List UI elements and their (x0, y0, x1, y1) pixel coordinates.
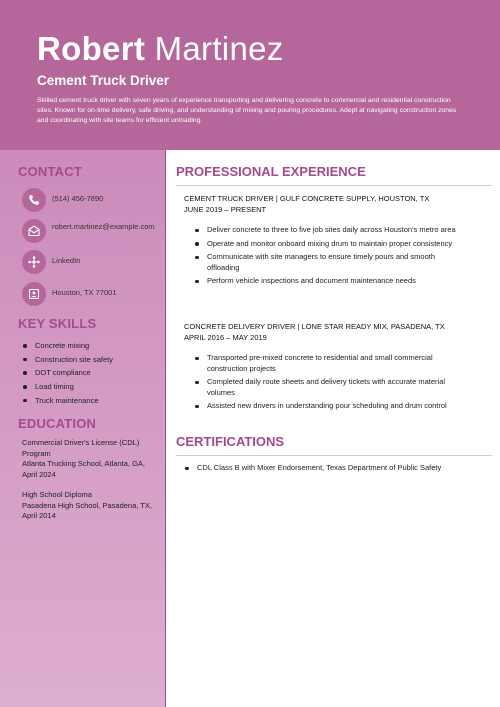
list-item: Concrete mixing (22, 339, 113, 353)
phone-icon (22, 188, 46, 212)
job-dates: JUNE 2019 – PRESENT (184, 204, 267, 214)
linkedin-icon (22, 250, 46, 274)
list-item: Completed daily route sheets and delivery tickets with accurate material volumes (194, 377, 469, 398)
email-icon (22, 219, 46, 243)
job-header (184, 194, 429, 215)
skills-heading: KEY SKILLS (18, 316, 97, 331)
list-item: DOT compliance (22, 366, 113, 380)
header-banner (0, 0, 500, 150)
list-item: CDL Class B with Mixer Endorsement, Texas Department of Public Safety (184, 463, 484, 474)
job-title-company: CEMENT TRUCK DRIVER | GULF CONCRETE SUPPLY, HOUSTON, TX (184, 194, 430, 203)
contact-heading: CONTACT (18, 164, 82, 179)
job-title-company: CONCRETE DELIVERY DRIVER | LONE STAR READY MIX, PASADENA, TX (184, 322, 445, 331)
job-bullets (194, 225, 469, 290)
list-item: Communicate with site managers to ensure timely pours and smooth offloading (194, 252, 469, 273)
education-heading: EDUCATION (18, 416, 97, 431)
job-bullets (194, 353, 469, 415)
experience-heading: PROFESSIONAL EXPERIENCE (176, 164, 366, 179)
education-school: Atlanta Trucking School, Atlanta, GA, April 2024 (22, 459, 145, 479)
section-divider (176, 185, 492, 186)
section-divider (176, 455, 492, 456)
list-item: Truck maintenance (22, 394, 113, 408)
education-school: Pasadena High School, Pasadena, TX, April 2014 (22, 500, 152, 520)
linkedin-link[interactable]: LinkedIn (52, 256, 81, 265)
education-entry (22, 438, 152, 480)
list-item: Perform vehicle inspections and document maintenance needs (194, 276, 469, 287)
location-text: Houston, TX 77001 (52, 288, 117, 297)
list-item: Deliver concrete to three to five job sites daily across Houston's metro area (194, 225, 469, 236)
education-program: Commercial Driver's License (CDL) Program (22, 438, 140, 458)
list-item: Operate and monitor onboard mixing drum to maintain proper consistency (194, 239, 469, 250)
job-dates: APRIL 2016 – MAY 2019 (184, 332, 267, 342)
job-header (184, 322, 445, 343)
education-entry (22, 490, 152, 522)
candidate-name (37, 30, 284, 68)
list-item: Load timing (22, 380, 113, 394)
list-item: Transported pre-mixed concrete to residential and small commercial construction projects (194, 353, 469, 374)
first-name: Robert (37, 30, 146, 67)
certifications-heading: CERTIFICATIONS (176, 434, 285, 449)
job-title: Cement Truck Driver (37, 73, 170, 88)
last-name: Martinez (154, 30, 284, 67)
profile-summary: Skilled cement truck driver with seven years of experience transporting and delivering concrete to commercial and residential construction sites. Known for on-time delivery, safe driving, and understanding of mixing and pouring procedures. Adept at navigating construction zones and coordinating with site teams for efficient unloading. (37, 97, 457, 124)
list-item: Construction site safety (22, 353, 113, 367)
list-item: Assisted new drivers in understanding pour scheduling and drum control (194, 401, 469, 412)
certifications-list (184, 463, 484, 477)
skills-list (22, 339, 113, 408)
education-program: High School Diploma (22, 490, 93, 499)
phone-text: (514) 456-7890 (52, 194, 104, 203)
location-icon (22, 282, 46, 306)
email-link[interactable]: robert.martinez@example.com (52, 222, 155, 231)
